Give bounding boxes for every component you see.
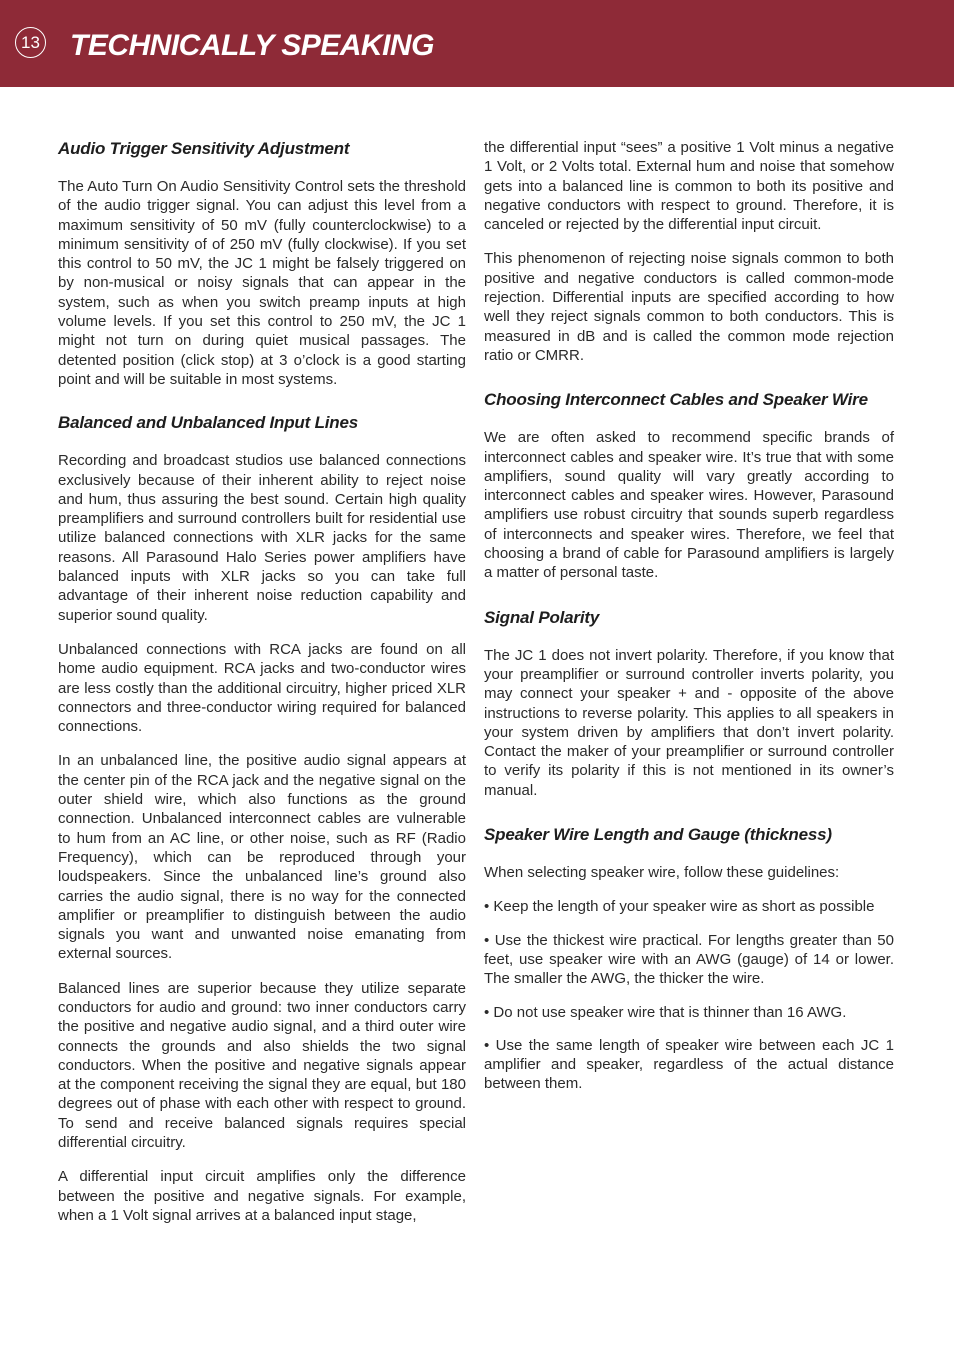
section-heading-interconnect-cables: Choosing Interconnect Cables and Speaker Wire <box>484 390 868 410</box>
list-item: • Use the thickest wire practical. For lengths greater than 50 feet, use speaker wire with an AWG (gauge) of 14 or lower. The smaller the AWG, the thicker the wire. <box>484 931 894 988</box>
paragraph: Balanced lines are superior because they utilize separate conductors for audio and ground: two inner conductors carry the positive and negative audio signal, and a third outer wire connects the grounds and also shields the two signal conductors. When the positive and negative signals appear at the component receiving the signal they are equal, but 180 degrees out of phase with each other with respect to ground. To send and receive balanced signals requires special differential circuitry. <box>58 979 466 1152</box>
list-item: • Do not use speaker wire that is thinner than 16 AWG. <box>484 1003 847 1021</box>
paragraph: We are often asked to recommend specific brands of interconnect cables and speaker wire. It’s true that with some amplifiers, sound quality will vary greatly according to interconnect cables and speaker wires. However, Parasound amplifiers use robust circuitry that sounds superb regardless of interconnects and speaker wires. Therefore, we feel that choosing a brand of cable for Parasound amplifiers is largely a matter of personal taste. <box>484 429 894 582</box>
section-heading-speaker-wire: Speaker Wire Length and Gauge (thickness) <box>484 825 832 845</box>
section-heading-signal-polarity: Signal Polarity <box>484 607 600 627</box>
paragraph: This phenomenon of rejecting noise signals common to both positive and negative conductors is called common-mode rejection. Differential inputs are specified according to how well they reject signals common to both conductors. This is measured in dB and is called the common mode rejection ratio or CMRR. <box>484 250 894 364</box>
guidelines-list <box>484 897 894 1093</box>
paragraph: When selecting speaker wire, follow these guidelines: <box>484 864 840 882</box>
paragraph: Unbalanced connections with RCA jacks are found on all home audio equipment. RCA jacks and two-conductor wires are less costly than the additional circuitry, higher priced XLR connectors and three-conductor wiring required for balanced connections. <box>58 640 466 736</box>
paragraph: A differential input circuit amplifies only the difference between the positive and negative signals. For example, when a 1 Volt signal arrives at a balanced input stage, <box>58 1168 466 1224</box>
header-bar <box>0 0 954 87</box>
page-number-badge: 13 <box>15 27 46 58</box>
section-heading-audio-trigger: Audio Trigger Sensitivity Adjustment <box>58 139 350 158</box>
paragraph: In an unbalanced line, the positive audio signal appears at the center pin of the RCA jack and the negative signal on the outer shield wire, which also functions as the ground connection. Unbalanced interconnect cables are vulnerable to hum from an AC line, or other noise, such as RF (Radio Frequency), which can be reproduced through your loudspeakers. Since the unbalanced line’s ground also carries the audio signal, there is no way for the connected amplifier or preamplifier to distinguish between the audio signals you want and unwanted noise emanating from external sources. <box>58 752 466 963</box>
page-title: TECHNICALLY SPEAKING <box>70 29 434 62</box>
left-column <box>58 138 466 1240</box>
paragraph: The JC 1 does not invert polarity. Therefore, if you know that your preamplifier or surround controller inverts polarity, you may connect your speaker + and - opposite of the above instructions to reverse polarity. This applies to all speakers in your system driven by amplifiers that don’t invert polarity. Contact the maker of your preamplifier or surround controller to verify its polarity if this is not mentioned in its owner’s manual. <box>484 646 894 799</box>
right-column <box>484 138 894 1108</box>
list-item: • Keep the length of your speaker wire as short as possible <box>484 898 875 916</box>
paragraph: Recording and broadcast studios use balanced connections exclusively because of their inherent ability to reject noise and hum, thus assuring the best sound. Certain high quality preamplifiers and surround controllers built for residential use utilize balanced connections with XLR jacks for the same reasons. All Parasound Halo Series power amplifiers have balanced inputs with XLR jacks so you can take full advantage of their inherent noise reduction capability and superior sound quality. <box>58 452 466 624</box>
paragraph: The Auto Turn On Audio Sensitivity Control sets the threshold of the audio trigger signal. You can adjust this level from a maximum sensitivity of 50 mV (fully counterclockwise) to a minimum sensitivity of of 250 mV (fully clockwise). If you set this control to 50 mV, the JC 1 might be falsely triggered on by non-musical or noisy signals that can appear in the system, such as when you switch preamp inputs at high volume levels. If you set this control to 250 mV, the JC 1 might not turn on during quiet musical passages. The detented position (click stop) at 3 o’clock is a good starting point and will be suitable in most systems. <box>58 178 466 388</box>
paragraph: the differential input “sees” a positive 1 Volt minus a negative 1 Volt, or 2 Volts total. External hum and noise that somehow gets into a balanced line is common to both its positive and negative conductors with respect to ground. Therefore, it is canceled or rejected by the differential input circuit. <box>484 139 894 234</box>
list-item: • Use the same length of speaker wire between each JC 1 amplifier and speaker, regardless of the actual distance between them. <box>484 1036 894 1093</box>
section-heading-balanced-unbalanced: Balanced and Unbalanced Input Lines <box>58 413 358 433</box>
